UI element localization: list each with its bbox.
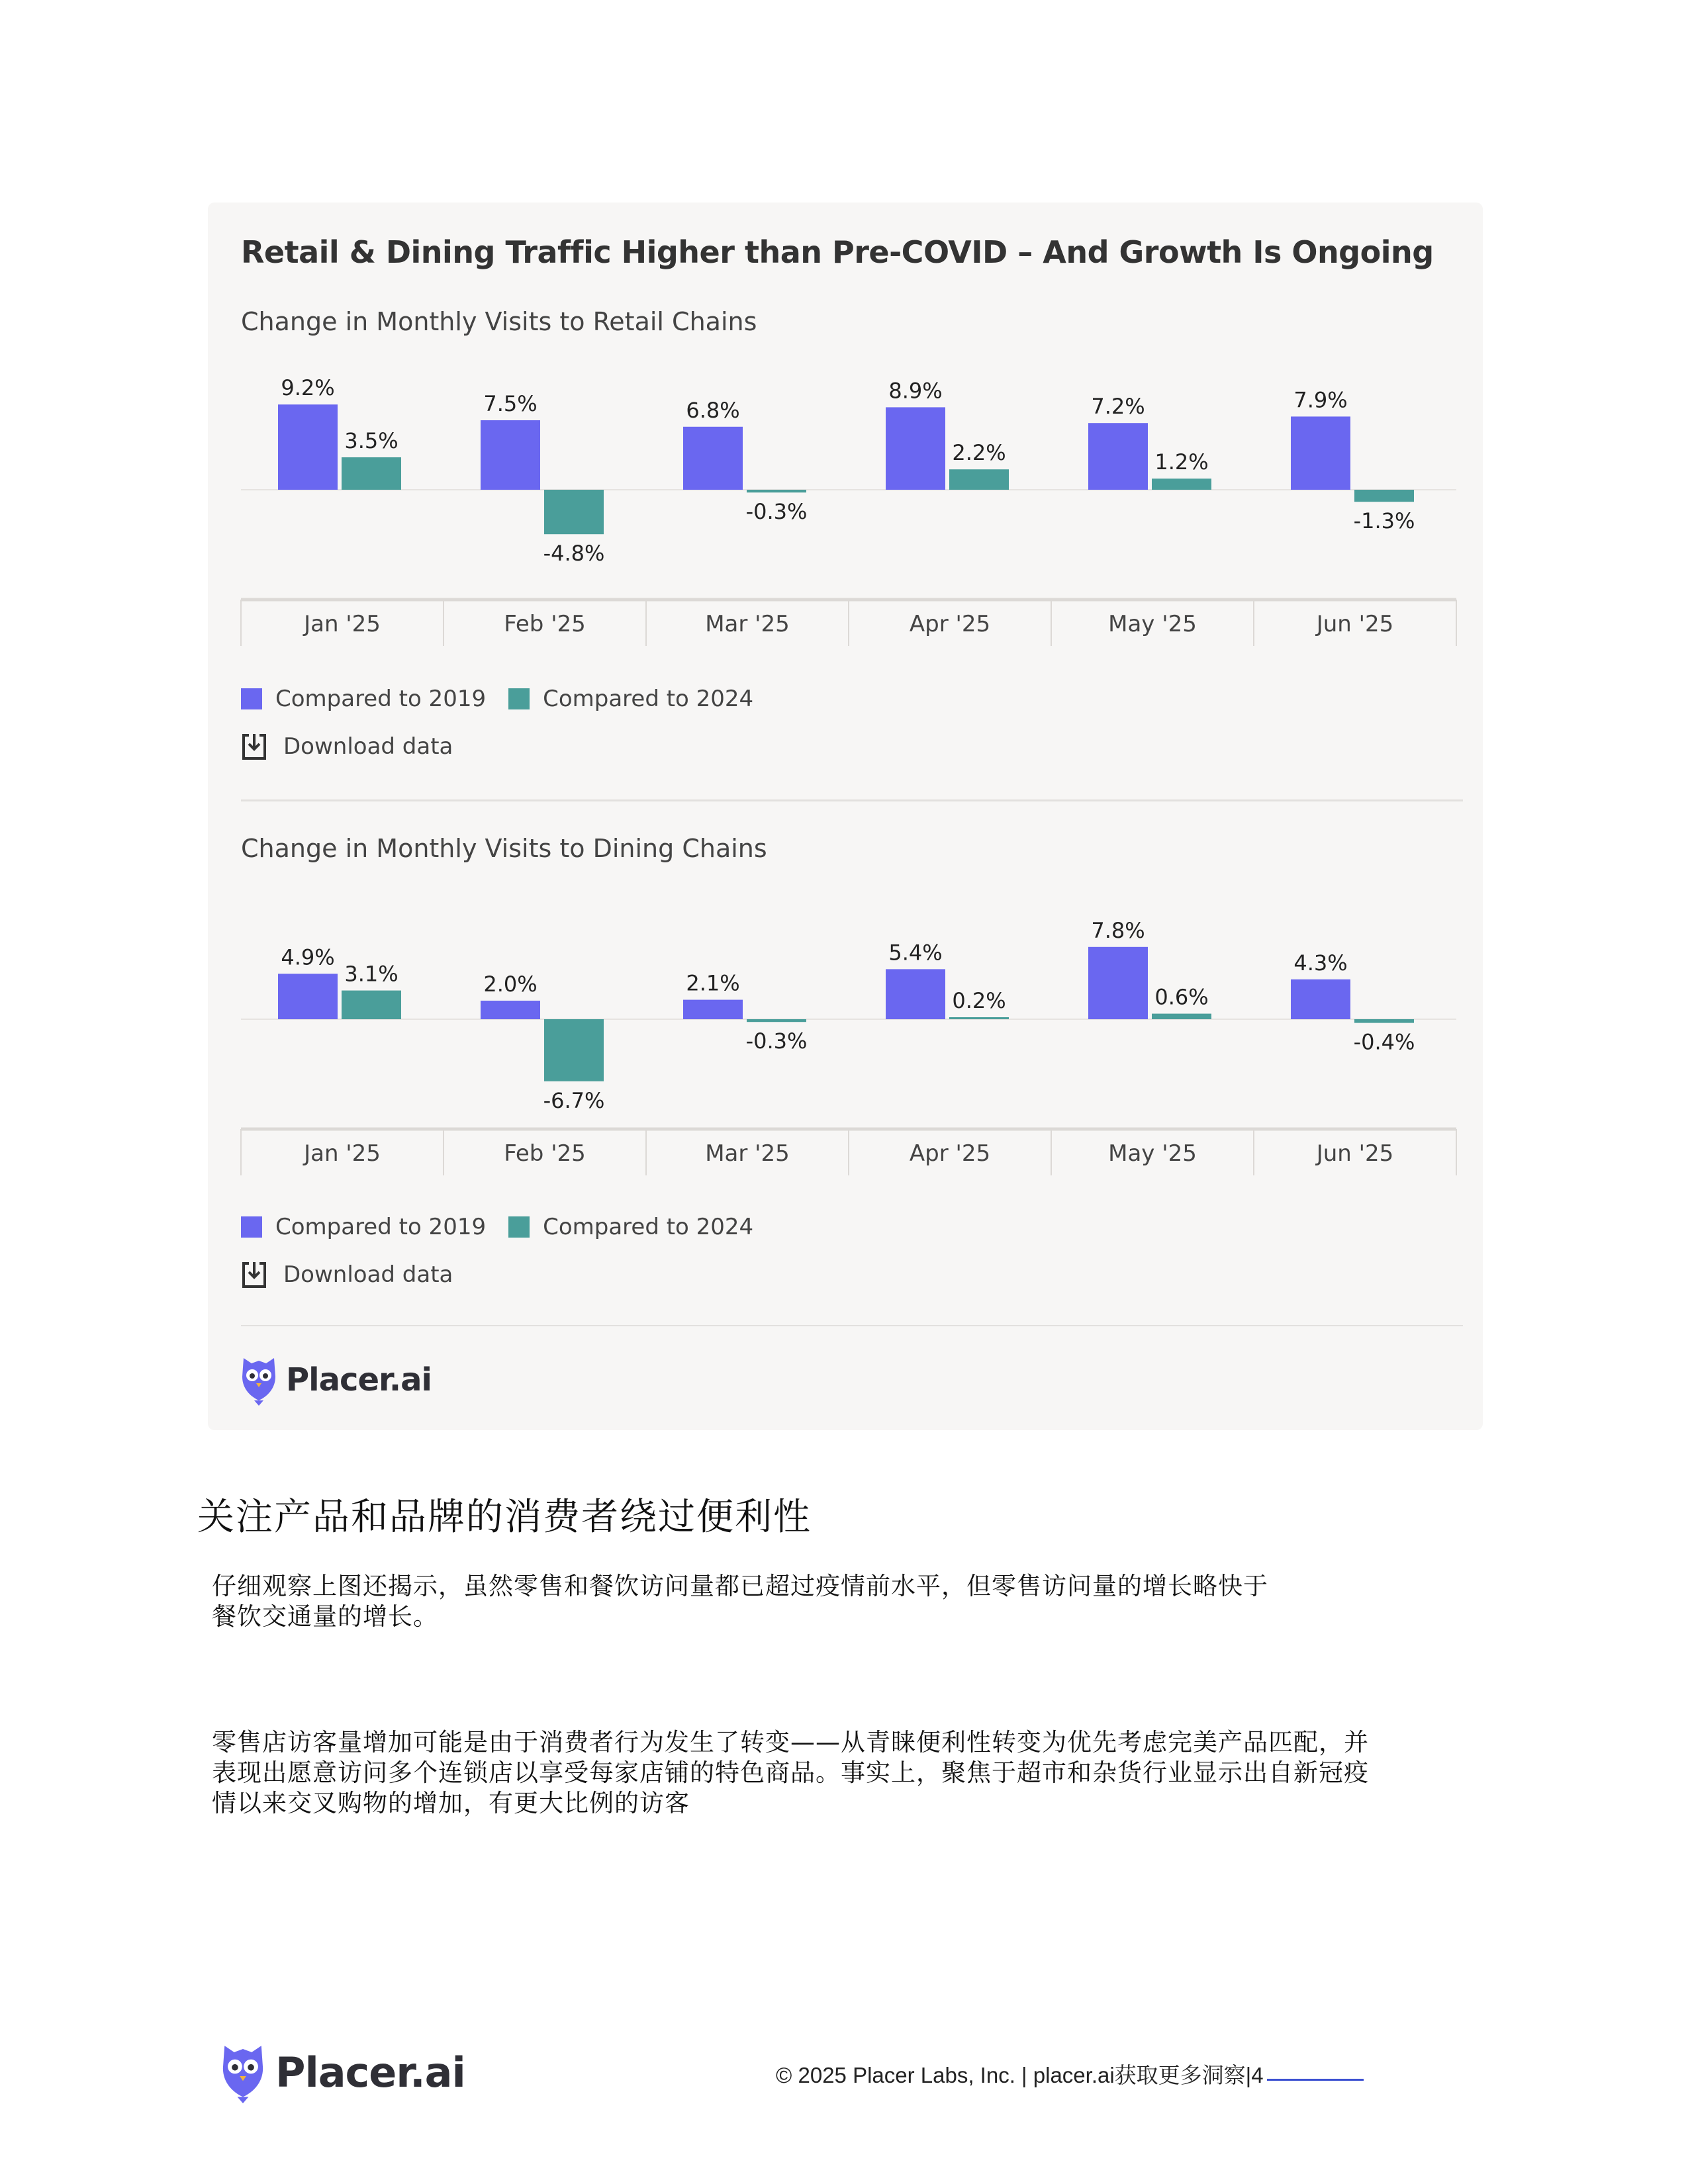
download-label: Download data [283, 733, 453, 760]
data-label: 7.9% [1293, 387, 1348, 413]
paragraph-1 [212, 1571, 1470, 1632]
card-title: Retail & Dining Traffic Higher than Pre-COVID – And Growth Is Ongoing [241, 234, 1434, 270]
legend-item-2024[interactable] [508, 1214, 753, 1240]
x-tick-label: Feb '25 [504, 611, 586, 637]
bar-2024 [1354, 1019, 1414, 1023]
x-tick-label: Jun '25 [1316, 611, 1394, 637]
data-label: -1.3% [1353, 508, 1415, 534]
data-label: 7.5% [483, 391, 538, 416]
bar-2019 [278, 404, 338, 490]
chart-divider [241, 799, 1463, 801]
download-icon [241, 1260, 267, 1289]
footer-brand-name: Placer.ai [275, 2048, 465, 2097]
legend-item-2024[interactable] [508, 686, 753, 712]
legend-swatch-2024 [508, 1216, 530, 1238]
x-tick-label: Mar '25 [705, 611, 790, 637]
bar-2024 [342, 991, 401, 1019]
legend-swatch-2019 [241, 688, 262, 709]
data-label: 7.2% [1091, 394, 1145, 420]
x-tick-label: Apr '25 [909, 611, 991, 637]
data-label: 0.2% [952, 988, 1006, 1013]
legend-label-2024: Compared to 2024 [543, 1214, 754, 1240]
x-tick-label: Feb '25 [504, 1140, 586, 1167]
data-label: 2.1% [686, 970, 740, 996]
retail-download-button[interactable] [241, 732, 453, 761]
data-label: 3.1% [344, 961, 399, 987]
chart-card [208, 203, 1483, 1430]
brand-divider [241, 1325, 1463, 1326]
data-label: -0.3% [745, 499, 808, 525]
bar-2019 [278, 974, 338, 1019]
x-tick-label: May '25 [1108, 611, 1197, 637]
data-label: 7.8% [1091, 917, 1145, 943]
footer-link-underline [1267, 2079, 1364, 2081]
bar-2019 [1088, 423, 1148, 490]
legend-swatch-2024 [508, 688, 530, 709]
data-label: 6.8% [686, 397, 740, 423]
data-label: 1.2% [1154, 449, 1209, 475]
data-label: 0.6% [1154, 984, 1209, 1010]
data-label: 2.0% [483, 972, 538, 997]
data-label: -6.7% [543, 1087, 605, 1113]
x-tick-label: Apr '25 [909, 1140, 991, 1167]
section-heading: 关注产品和品牌的消费者绕过便利性 [197, 1496, 812, 1539]
download-icon [241, 732, 267, 761]
paragraph-1-line-2: 餐饮交通量的增长。 [212, 1602, 438, 1631]
data-label: 3.5% [344, 428, 399, 453]
retail-legend [241, 686, 776, 712]
dining-chart [208, 884, 1483, 1387]
bar-2024 [1354, 490, 1414, 502]
data-label: -4.8% [543, 541, 605, 567]
paragraph-2-line-2: 表现出愿意访问多个连锁店以享受每家店铺的特色商品。事实上，聚焦于超市和杂货行业显示出自新冠疫 [212, 1758, 1369, 1787]
paragraph-1-line-1: 仔细观察上图还揭示，虽然零售和餐饮访问量都已超过疫情前水平，但零售访问量的增长略快于 [212, 1572, 1268, 1600]
data-label: 5.4% [888, 940, 943, 966]
download-label: Download data [283, 1261, 453, 1288]
data-label: 4.3% [1293, 950, 1348, 976]
bar-2024 [342, 457, 401, 490]
dining-legend [241, 1214, 776, 1240]
data-label: -0.3% [745, 1028, 808, 1054]
data-label: 2.2% [952, 440, 1006, 466]
x-tick-label: Jun '25 [1316, 1140, 1394, 1167]
bar-2024 [544, 1019, 604, 1081]
legend-label-2024: Compared to 2024 [543, 686, 754, 712]
bar-2019 [683, 1000, 743, 1019]
bar-2019 [481, 420, 540, 490]
bar-2019 [1291, 979, 1350, 1019]
bar-2019 [1088, 947, 1148, 1019]
legend-label-2019: Compared to 2019 [275, 1214, 487, 1240]
bar-2024 [544, 490, 604, 534]
footer-brand [220, 2040, 465, 2105]
retail-chart [208, 355, 1483, 858]
brand-name: Placer.ai [286, 1361, 432, 1398]
dining-download-button[interactable] [241, 1260, 453, 1289]
data-label: 4.9% [281, 944, 335, 970]
bar-2019 [481, 1001, 540, 1019]
dining-chart-title: Change in Monthly Visits to Dining Chains [241, 834, 767, 863]
data-label: -0.4% [1353, 1029, 1415, 1055]
bar-2019 [886, 969, 945, 1019]
bar-2024 [1152, 1014, 1211, 1019]
paragraph-2-line-3: 情以来交叉购物的增加，有更大比例的访客 [212, 1789, 690, 1817]
x-tick-label: May '25 [1108, 1140, 1197, 1167]
bar-2024 [1152, 478, 1211, 490]
x-tick-label: Jan '25 [304, 611, 381, 637]
bar-2019 [886, 407, 945, 490]
bar-2024 [747, 1019, 806, 1022]
legend-swatch-2019 [241, 1216, 262, 1238]
bar-2024 [747, 490, 806, 492]
paragraph-2 [212, 1727, 1470, 1819]
paragraph-2-line-1: 零售店访客量增加可能是由于消费者行为发生了转变——从青睐便利性转变为优先考虑完美产品匹配，并 [212, 1728, 1369, 1756]
x-tick-label: Mar '25 [705, 1140, 790, 1167]
data-label: 8.9% [888, 378, 943, 404]
x-tick-label: Jan '25 [304, 1140, 381, 1167]
placer-owl-icon [220, 2040, 266, 2105]
bar-2024 [949, 1017, 1009, 1019]
legend-label-2019: Compared to 2019 [275, 686, 487, 712]
data-label: 9.2% [281, 375, 335, 401]
legend-item-2019[interactable] [241, 686, 486, 712]
retail-chart-title: Change in Monthly Visits to Retail Chains [241, 307, 757, 336]
placer-owl-icon [240, 1354, 278, 1406]
legend-item-2019[interactable] [241, 1214, 486, 1240]
bar-2019 [683, 427, 743, 490]
footer-text[interactable]: © 2025 Placer Labs, Inc. | placer.ai获取更多洞察|4 [776, 2063, 1264, 2087]
bar-2019 [1291, 416, 1350, 490]
card-brand [240, 1354, 432, 1406]
bar-2024 [949, 469, 1009, 490]
